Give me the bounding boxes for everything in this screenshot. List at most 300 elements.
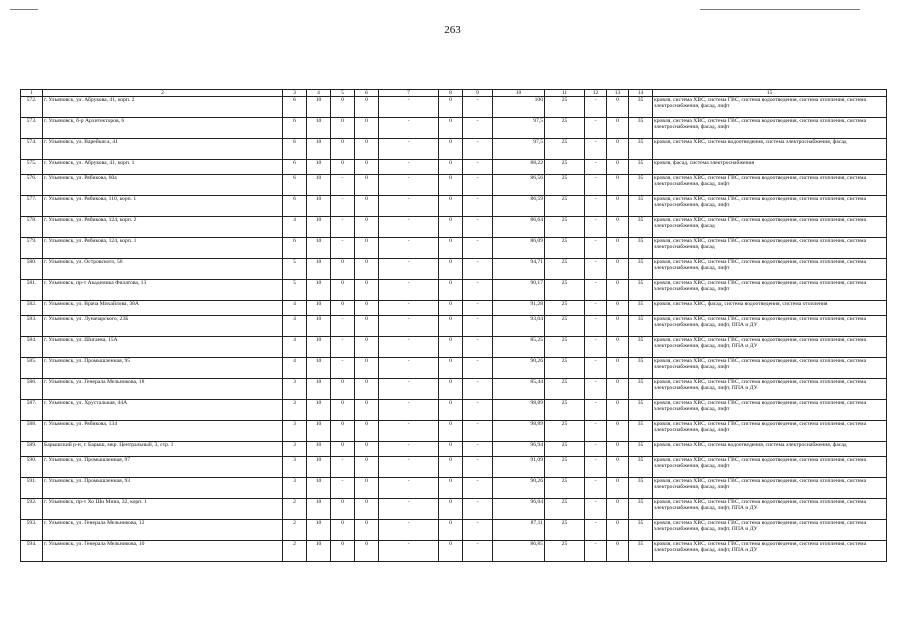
value-cell: - (463, 400, 493, 421)
value-cell: 96,04 (493, 499, 545, 520)
value-cell: 0 (355, 499, 379, 520)
row-number-cell: 572. (21, 97, 43, 118)
value-cell: 35 (629, 175, 653, 196)
value-cell: - (331, 217, 355, 238)
address-cell: г. Ульяновск, ул. Промышленная, 95 (43, 358, 283, 379)
value-cell: - (585, 520, 607, 541)
value-cell: 4 (283, 358, 307, 379)
table-row (21, 520, 887, 541)
value-cell: - (585, 379, 607, 400)
row-number-cell: 582. (21, 301, 43, 316)
value-cell: 0 (607, 118, 629, 139)
value-cell: - (379, 316, 439, 337)
value-cell: - (331, 358, 355, 379)
value-cell: - (463, 118, 493, 139)
value-cell: - (331, 457, 355, 478)
page-number: 263 (444, 24, 461, 36)
value-cell: 25 (545, 442, 585, 457)
works-description-cell: кровля, система ХВС, система ГВС, система водоотведения, система отопления, система электроснабжения, фасад, лифт (653, 97, 887, 118)
value-cell: - (463, 478, 493, 499)
table-row (21, 259, 887, 280)
table-row (21, 400, 887, 421)
value-cell: 10 (307, 337, 331, 358)
value-cell: 0 (439, 421, 463, 442)
row-number-cell: 580. (21, 259, 43, 280)
value-cell: - (585, 160, 607, 175)
value-cell: - (379, 217, 439, 238)
row-number-cell: 594. (21, 541, 43, 562)
value-cell: 0 (331, 280, 355, 301)
value-cell: - (463, 139, 493, 160)
value-cell: - (585, 457, 607, 478)
value-cell: 0 (607, 337, 629, 358)
works-description-cell: кровля, система ХВС, система ГВС, система водоотведения, система отопления, система электроснабжения, фасад, лифт (653, 196, 887, 217)
value-cell: 10 (307, 139, 331, 160)
value-cell: 97,5 (493, 118, 545, 139)
value-cell: - (585, 421, 607, 442)
value-cell: 86,09 (493, 238, 545, 259)
value-cell: 10 (307, 400, 331, 421)
value-cell: 0 (331, 421, 355, 442)
value-cell: 10 (307, 379, 331, 400)
value-cell: 0 (439, 358, 463, 379)
value-cell: - (463, 379, 493, 400)
value-cell: 35 (629, 139, 653, 160)
value-cell: 93,04 (493, 316, 545, 337)
column-header: 12 (585, 90, 607, 97)
row-number-cell: 576. (21, 175, 43, 196)
value-cell: - (463, 442, 493, 457)
value-cell: 35 (629, 337, 653, 358)
works-description-cell: кровля, система ХВС, система водоотведения, система электроснабжения, фасад (653, 442, 887, 457)
works-description-cell: кровля, система ХВС, фасад, система водоотведения, система отопления (653, 301, 887, 316)
value-cell: 86,59 (493, 196, 545, 217)
value-cell: 25 (545, 118, 585, 139)
value-cell: - (463, 457, 493, 478)
value-cell: 3 (283, 379, 307, 400)
value-cell: 10 (307, 541, 331, 562)
works-description-cell: кровля, система ХВС, система ГВС, система водоотведения, система отопления, система электроснабжения, фасад, лифт (653, 175, 887, 196)
value-cell: 10 (307, 301, 331, 316)
scan-mark-right (700, 9, 860, 10)
row-number-cell: 575. (21, 160, 43, 175)
value-cell: - (379, 541, 439, 562)
value-cell: 90,17 (493, 280, 545, 301)
value-cell: 10 (307, 316, 331, 337)
value-cell: 25 (545, 280, 585, 301)
value-cell: - (585, 358, 607, 379)
value-cell: 0 (355, 301, 379, 316)
value-cell: 25 (545, 238, 585, 259)
value-cell: 0 (355, 337, 379, 358)
value-cell: 0 (439, 400, 463, 421)
value-cell: 0 (331, 139, 355, 160)
value-cell: 0 (439, 301, 463, 316)
value-cell: 0 (439, 196, 463, 217)
address-cell: г. Ульяновск, ул. Промышленная, 97 (43, 457, 283, 478)
column-header: 9 (463, 90, 493, 97)
works-description-cell: кровля, система ХВС, система ГВС, система водоотведения, система отопления, система электроснабжения, фасад, лифт, ППА и ДУ (653, 499, 887, 520)
value-cell: 25 (545, 478, 585, 499)
row-number-cell: 581. (21, 280, 43, 301)
value-cell: - (331, 337, 355, 358)
value-cell: - (585, 400, 607, 421)
address-cell: г. Ульяновск, ул. Варейкиса, 41 (43, 139, 283, 160)
address-cell: г. Ульяновск, ул. Рябикова, 124, корп. 1 (43, 238, 283, 259)
value-cell: 3 (283, 421, 307, 442)
value-cell: 2 (283, 520, 307, 541)
row-number-cell: 583. (21, 316, 43, 337)
address-cell: г. Ульяновск, ул. Островского, 56 (43, 259, 283, 280)
value-cell: 10 (307, 175, 331, 196)
row-number-cell: 591. (21, 478, 43, 499)
value-cell: 0 (355, 118, 379, 139)
row-number-cell: 589. (21, 442, 43, 457)
table-row (21, 478, 887, 499)
value-cell: 0 (607, 97, 629, 118)
value-cell: 0 (439, 379, 463, 400)
register-table (20, 89, 887, 562)
row-number-cell: 574. (21, 139, 43, 160)
value-cell: 0 (331, 301, 355, 316)
value-cell: 0 (439, 499, 463, 520)
value-cell: 0 (607, 280, 629, 301)
address-cell: г. Ульяновск, ул. Рябикова, 60а (43, 175, 283, 196)
value-cell: - (585, 118, 607, 139)
table-row (21, 442, 887, 457)
value-cell: 10 (307, 160, 331, 175)
value-cell: 0 (355, 160, 379, 175)
works-description-cell: кровля, фасад, система электроснабжения (653, 160, 887, 175)
value-cell: 35 (629, 217, 653, 238)
value-cell: 10 (307, 217, 331, 238)
value-cell: - (585, 316, 607, 337)
table-row (21, 499, 887, 520)
value-cell: 97,5 (493, 139, 545, 160)
value-cell: - (379, 337, 439, 358)
address-cell: г. Ульяновск, ул. Абрукова, 41, корп. 1 (43, 160, 283, 175)
value-cell: 25 (545, 520, 585, 541)
value-cell: 0 (355, 259, 379, 280)
value-cell: 25 (545, 337, 585, 358)
value-cell: 0 (355, 280, 379, 301)
table-row (21, 337, 887, 358)
value-cell: 35 (629, 421, 653, 442)
row-number-cell: 593. (21, 520, 43, 541)
value-cell: 5 (283, 259, 307, 280)
value-cell: 96,94 (493, 442, 545, 457)
column-header: 14 (629, 90, 653, 97)
value-cell: 86,85 (493, 541, 545, 562)
value-cell: 0 (355, 196, 379, 217)
value-cell: 0 (355, 520, 379, 541)
value-cell: 0 (439, 175, 463, 196)
value-cell: 94,71 (493, 259, 545, 280)
works-description-cell: кровля, система ХВС, система ГВС, система водоотведения, система отопления, система электроснабжения, фасад, лифт, ППА и ДУ (653, 520, 887, 541)
table-row (21, 196, 887, 217)
address-cell: г. Ульяновск, ул. Генерала Мельникова, 10 (43, 541, 283, 562)
address-cell: г. Ульяновск, ул. Врача Михайлова, 38А (43, 301, 283, 316)
value-cell: 0 (439, 541, 463, 562)
value-cell: 25 (545, 301, 585, 316)
address-cell: г. Ульяновск, ул. Рябикова, 124, корп. 2 (43, 217, 283, 238)
table-row (21, 175, 887, 196)
value-cell: - (463, 97, 493, 118)
value-cell: 0 (331, 118, 355, 139)
header-row (21, 90, 887, 97)
address-cell: г. Ульяновск, б-р Архитекторов, 6 (43, 118, 283, 139)
value-cell: - (463, 175, 493, 196)
address-cell: г. Ульяновск, ул. Луначарского, 23Б (43, 316, 283, 337)
column-header: 7 (379, 90, 439, 97)
value-cell: 87,11 (493, 520, 545, 541)
value-cell: - (331, 478, 355, 499)
value-cell: - (379, 196, 439, 217)
value-cell: - (463, 238, 493, 259)
value-cell: - (379, 97, 439, 118)
value-cell: - (585, 217, 607, 238)
works-description-cell: кровля, система ХВС, система ГВС, система водоотведения, система отопления, система электроснабжения, фасад, лифт, ППА и ДУ (653, 337, 887, 358)
table-row (21, 421, 887, 442)
value-cell: 5 (283, 280, 307, 301)
value-cell: 0 (439, 337, 463, 358)
value-cell: - (585, 337, 607, 358)
value-cell: 0 (331, 499, 355, 520)
value-cell: 0 (439, 457, 463, 478)
value-cell: 10 (307, 196, 331, 217)
value-cell: - (585, 196, 607, 217)
value-cell: - (463, 316, 493, 337)
value-cell: 35 (629, 520, 653, 541)
value-cell: - (331, 196, 355, 217)
value-cell: 0 (355, 457, 379, 478)
value-cell: 0 (439, 478, 463, 499)
value-cell: 0 (607, 217, 629, 238)
value-cell: 0 (607, 238, 629, 259)
value-cell: 0 (607, 379, 629, 400)
works-description-cell: кровля, система ХВС, система ГВС, система водоотведения, система отопления, система электроснабжения, фасад, лифт (653, 457, 887, 478)
value-cell: 0 (607, 541, 629, 562)
works-description-cell: кровля, система ХВС, система ГВС, система водоотведения, система отопления, система электроснабжения, фасад, лифт (653, 478, 887, 499)
value-cell: 0 (439, 280, 463, 301)
value-cell: 6 (283, 118, 307, 139)
column-header: 4 (307, 90, 331, 97)
value-cell: - (379, 160, 439, 175)
value-cell: 25 (545, 97, 585, 118)
value-cell: - (585, 259, 607, 280)
value-cell: 0 (607, 478, 629, 499)
value-cell: - (585, 97, 607, 118)
address-cell: г. Ульяновск, ул. Хрустальная, 44А (43, 400, 283, 421)
value-cell: - (463, 358, 493, 379)
table-row (21, 457, 887, 478)
value-cell: - (585, 541, 607, 562)
works-description-cell: кровля, система ХВС, система ГВС, система водоотведения, система отопления, система электроснабжения, фасад, лифт, ППА и ДУ (653, 541, 887, 562)
column-header: 3 (283, 90, 307, 97)
value-cell: - (379, 379, 439, 400)
value-cell: - (585, 478, 607, 499)
value-cell: 0 (607, 400, 629, 421)
value-cell: 0 (607, 175, 629, 196)
value-cell: 25 (545, 499, 585, 520)
value-cell: 35 (629, 259, 653, 280)
value-cell: - (379, 442, 439, 457)
value-cell: 0 (439, 217, 463, 238)
value-cell: 35 (629, 238, 653, 259)
value-cell: 0 (439, 316, 463, 337)
value-cell: 10 (307, 499, 331, 520)
value-cell: 0 (439, 259, 463, 280)
column-header: 2 (43, 90, 283, 97)
value-cell: - (585, 238, 607, 259)
value-cell: 35 (629, 478, 653, 499)
value-cell: 25 (545, 541, 585, 562)
value-cell: 0 (355, 358, 379, 379)
value-cell: - (331, 316, 355, 337)
value-cell: 10 (307, 442, 331, 457)
value-cell: 25 (545, 379, 585, 400)
value-cell: 3 (283, 457, 307, 478)
row-number-cell: 592. (21, 499, 43, 520)
value-cell: 0 (439, 520, 463, 541)
value-cell: 35 (629, 160, 653, 175)
value-cell: 91,28 (493, 301, 545, 316)
table-row (21, 379, 887, 400)
value-cell: 35 (629, 499, 653, 520)
value-cell: 0 (607, 457, 629, 478)
row-number-cell: 579. (21, 238, 43, 259)
value-cell: 35 (629, 97, 653, 118)
value-cell: - (379, 358, 439, 379)
value-cell: 6 (283, 238, 307, 259)
value-cell: 10 (307, 421, 331, 442)
value-cell: 35 (629, 400, 653, 421)
table-row (21, 160, 887, 175)
works-description-cell: кровля, система ХВС, система ГВС, система водоотведения, система отопления, система электроснабжения, фасад, лифт (653, 280, 887, 301)
value-cell: - (379, 400, 439, 421)
table-row (21, 118, 887, 139)
column-header: 6 (355, 90, 379, 97)
value-cell: 0 (331, 379, 355, 400)
value-cell: - (379, 520, 439, 541)
value-cell: - (585, 139, 607, 160)
value-cell: 25 (545, 400, 585, 421)
value-cell: 10 (307, 358, 331, 379)
value-cell: 0 (331, 520, 355, 541)
address-cell: г. Ульяновск, ул. Шигаева, 15А (43, 337, 283, 358)
value-cell: 10 (307, 280, 331, 301)
value-cell: 90,26 (493, 478, 545, 499)
works-description-cell: кровля, система ХВС, система ГВС, система водоотведения, система отопления, система электроснабжения, фасад, лифт (653, 259, 887, 280)
value-cell: 85,25 (493, 337, 545, 358)
value-cell: - (463, 421, 493, 442)
value-cell: - (379, 259, 439, 280)
table-row (21, 97, 887, 118)
value-cell: 88,22 (493, 160, 545, 175)
value-cell: 0 (439, 118, 463, 139)
works-description-cell: кровля, система ХВС, система ГВС, система водоотведения, система отопления, система электроснабжения, фасад, лифт (653, 421, 887, 442)
value-cell: 4 (283, 301, 307, 316)
value-cell: 25 (545, 217, 585, 238)
value-cell: - (331, 175, 355, 196)
column-header: 11 (545, 90, 585, 97)
value-cell: - (585, 442, 607, 457)
value-cell: 25 (545, 457, 585, 478)
value-cell: - (331, 238, 355, 259)
value-cell: 0 (439, 160, 463, 175)
value-cell: 25 (545, 316, 585, 337)
table-row (21, 280, 887, 301)
column-header: 10 (493, 90, 545, 97)
table-body (21, 90, 887, 562)
works-description-cell: кровля, система ХВС, система ГВС, система водоотведения, система отопления, система электроснабжения, фасад (653, 217, 887, 238)
value-cell: - (463, 337, 493, 358)
value-cell: 0 (331, 442, 355, 457)
column-header: 1 (21, 90, 43, 97)
value-cell: 0 (439, 238, 463, 259)
address-cell: Барышский р-н, г. Барыш, мкр. Центральный, 3, стр. 1 (43, 442, 283, 457)
value-cell: 10 (307, 118, 331, 139)
table-row (21, 316, 887, 337)
value-cell: 25 (545, 196, 585, 217)
value-cell: 0 (355, 400, 379, 421)
works-description-cell: кровля, система ХВС, система ГВС, система водоотведения, система отопления, система электроснабжения, фасад, лифт (653, 118, 887, 139)
value-cell: 0 (607, 499, 629, 520)
value-cell: 0 (331, 97, 355, 118)
address-cell: г. Ульяновск, ул. Генерала Мельникова, 12 (43, 520, 283, 541)
value-cell: - (379, 139, 439, 160)
table-row (21, 358, 887, 379)
address-cell: г. Ульяновск, ул. Абрукова, 41, корп. 2 (43, 97, 283, 118)
value-cell: 3 (283, 478, 307, 499)
value-cell: 0 (355, 379, 379, 400)
value-cell: 10 (307, 520, 331, 541)
column-header: 15 (653, 90, 887, 97)
value-cell: 25 (545, 175, 585, 196)
column-header: 13 (607, 90, 629, 97)
value-cell: 10 (307, 238, 331, 259)
value-cell: 100 (493, 97, 545, 118)
value-cell: - (379, 301, 439, 316)
address-cell: г. Ульяновск, ул. Промышленная, 93 (43, 478, 283, 499)
value-cell: - (379, 238, 439, 259)
value-cell: 3 (283, 442, 307, 457)
value-cell: 0 (607, 301, 629, 316)
value-cell: 98,89 (493, 421, 545, 442)
value-cell: 0 (355, 478, 379, 499)
value-cell: 0 (607, 421, 629, 442)
row-number-cell: 578. (21, 217, 43, 238)
value-cell: 86,56 (493, 175, 545, 196)
value-cell: - (379, 118, 439, 139)
table-row (21, 541, 887, 562)
value-cell: 4 (283, 337, 307, 358)
value-cell: 35 (629, 316, 653, 337)
works-description-cell: кровля, система ХВС, система ГВС, система водоотведения, система отопления, система электроснабжения, фасад, лифт (653, 358, 887, 379)
value-cell: 25 (545, 421, 585, 442)
row-number-cell: 585. (21, 358, 43, 379)
value-cell: 35 (629, 358, 653, 379)
value-cell: 0 (355, 442, 379, 457)
value-cell: - (379, 457, 439, 478)
value-cell: - (463, 217, 493, 238)
value-cell: 6 (283, 139, 307, 160)
value-cell: - (463, 280, 493, 301)
value-cell: 4 (283, 217, 307, 238)
value-cell: 0 (331, 160, 355, 175)
address-cell: г. Ульяновск, пр-т Хо Ши Мина, 32, корп. 1 (43, 499, 283, 520)
works-description-cell: кровля, система ХВС, система ГВС, система водоотведения, система отопления, система электроснабжения, фасад, лифт, ППА и ДУ (653, 316, 887, 337)
